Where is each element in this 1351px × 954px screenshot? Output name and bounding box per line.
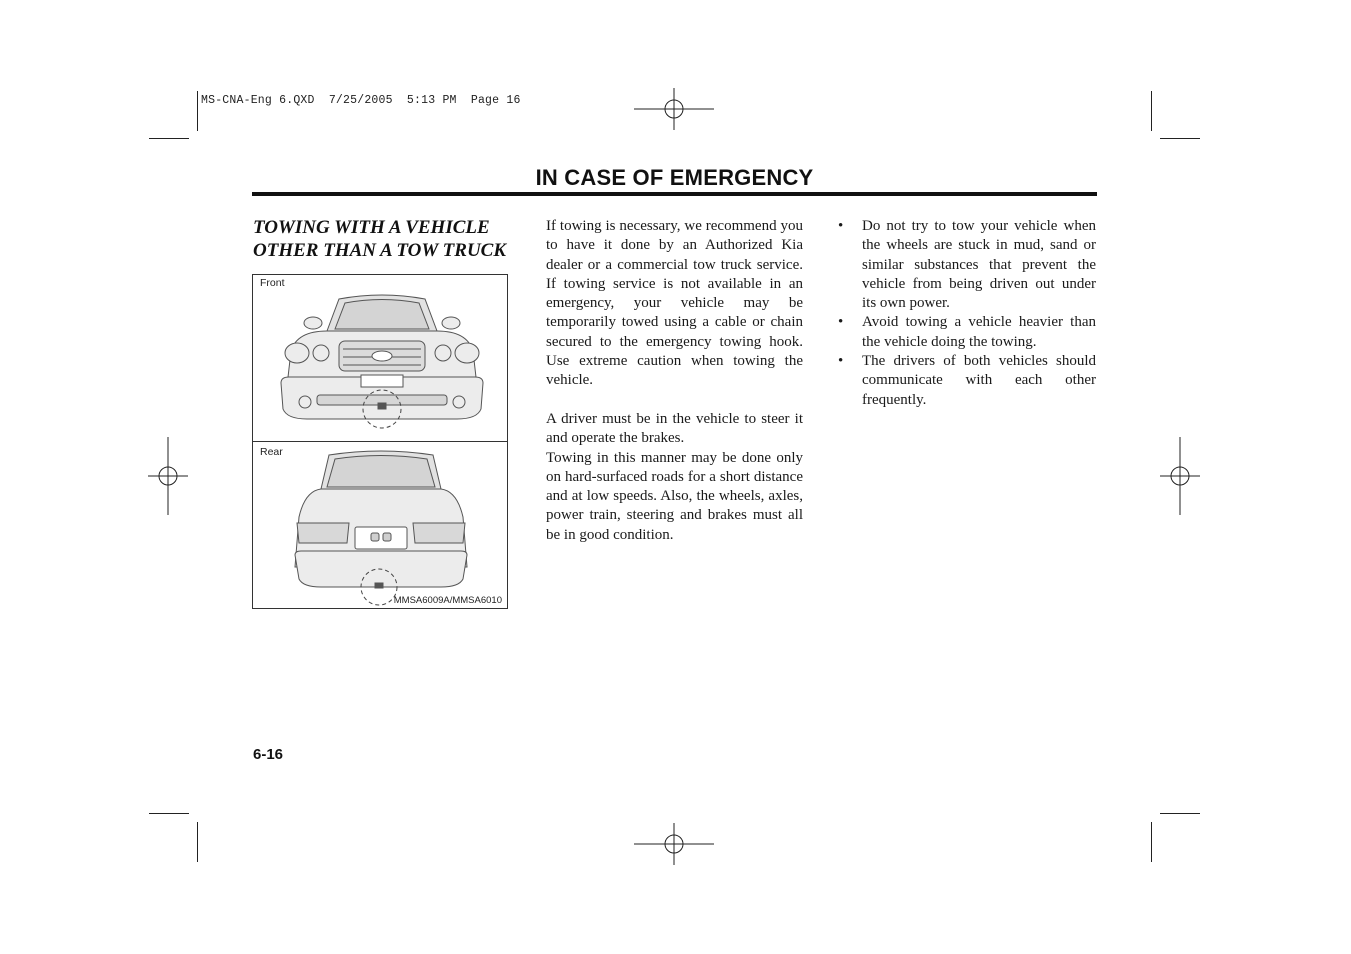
paragraph-driver-requirement: A driver must be in the vehicle to steer it and operate the brakes.	[546, 410, 803, 447]
towing-hook-figure	[252, 274, 508, 609]
bullet-list-column	[838, 217, 1096, 410]
bullet-symbol: •	[838, 314, 844, 331]
crop-mark-bottom-left-horizontal	[149, 813, 189, 814]
paragraph-towing-recommendation: If towing is necessary, we recommend you to have it done by an Authorized Kia dealer or a commercial tow truck service. If towing service is not available in an emergency, your vehicle may be temporarily towed using a cable or chain secured to the emergency towing hook. Use extreme caution when towing the vehicle.	[546, 218, 803, 389]
list-item-text: The drivers of both vehicles should communicate with each other frequently.	[862, 353, 1096, 408]
crop-mark-top-left-horizontal	[149, 138, 189, 139]
crop-mark-top-right-vertical	[1151, 91, 1152, 131]
section-title-line-2: OTHER THAN A TOW TRUCK	[253, 240, 507, 261]
bullet-symbol: •	[838, 353, 844, 370]
figure-code: MMSA6009A/MMSA6010	[393, 595, 502, 606]
list-item	[838, 352, 1096, 410]
figure-rear-label: Rear	[260, 446, 283, 458]
car-rear-illustration	[291, 447, 471, 607]
registration-mark-bottom	[634, 823, 714, 865]
paragraph-road-conditions: Towing in this manner may be done only on hard-surfaced roads for a short distance and at low speeds. Also, the wheels, axles, power train, steering and brakes must all be in good condition.	[546, 449, 803, 543]
registration-mark-left	[148, 437, 188, 515]
section-title-line-1: TOWING WITH A VEHICLE	[253, 217, 490, 238]
list-item	[838, 313, 1096, 352]
registration-mark-top	[634, 88, 714, 130]
figure-front-label: Front	[260, 277, 285, 289]
car-front-illustration	[277, 291, 487, 431]
figure-divider	[253, 441, 507, 442]
crop-mark-top-right-horizontal	[1160, 138, 1200, 139]
print-slug-line: MS-CNA-Eng 6.QXD 7/25/2005 5:13 PM Page 16	[201, 94, 521, 107]
page-number: 6-16	[253, 746, 284, 763]
list-item	[838, 217, 1096, 313]
crop-mark-bottom-right-vertical	[1151, 822, 1152, 862]
list-item-text: Avoid towing a vehicle heavier than the vehicle doing the towing.	[862, 314, 1096, 350]
body-text-column	[546, 217, 803, 545]
crop-mark-top-left-vertical	[197, 91, 198, 131]
chapter-header-title: IN CASE OF EMERGENCY	[535, 165, 814, 190]
bullet-symbol: •	[838, 218, 844, 234]
registration-mark-right	[1160, 437, 1200, 515]
section-title	[253, 216, 513, 262]
header-rule	[252, 192, 1097, 196]
crop-mark-bottom-left-vertical	[197, 822, 198, 862]
list-item-text: Do not try to tow your vehicle when the wheels are stuck in mud, sand or similar substances that prevent the vehicle from being driven out under its own power.	[862, 218, 1096, 312]
crop-mark-bottom-right-horizontal	[1160, 813, 1200, 814]
towing-precautions-list	[838, 217, 1096, 410]
